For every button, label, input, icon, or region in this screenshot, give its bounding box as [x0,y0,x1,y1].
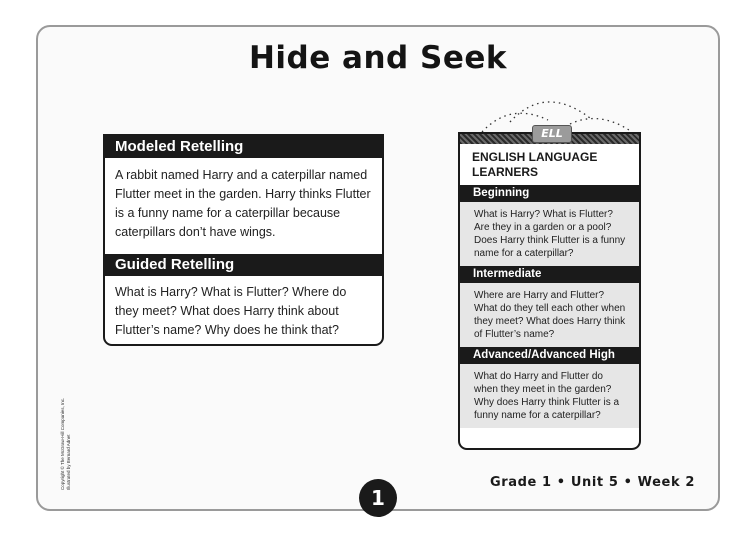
ell-advanced-text: What do Harry and Flutter do when they meet in the garden? Why does Harry think Flutter is a funny name for a caterpillar? [460,364,639,428]
modeled-retelling-text: A rabbit named Harry and a caterpillar named Flutter meet in the garden. Harry thinks Flutter is a funny name for a caterpillar because caterpillars don’t have wings. [115,168,371,239]
copyright-notice [60,398,71,490]
ell-advanced-heading: Advanced/Advanced High [460,347,639,364]
page-title: Hide and Seek [248,40,508,76]
grade-unit-week-label: Grade 1 • Unit 5 • Week 2 [489,475,695,490]
ell-beginning-heading: Beginning [460,185,639,202]
ell-beginning-text: What is Harry? What is Flutter? Are they in a garden or a pool? Does Harry think Flutter is a funny name for a caterpillar? [460,202,639,266]
copyright-line: Copyright © The McGraw-Hill Companies, Inc. [60,397,65,490]
illustrator-line: Illustrated by Bernard Adnet [65,434,71,490]
page-number-badge: 1 [359,479,397,517]
ell-intermediate-text: Where are Harry and Flutter? What do they tell each other when they meet? What does Harry think of Flutter’s name? [460,283,639,347]
retelling-box [103,134,384,346]
guided-retelling-heading: Guided Retelling [105,254,382,276]
modeled-retelling-heading: Modeled Retelling [105,136,382,158]
ell-title: ENGLISH LANGUAGE LEARNERS [472,150,598,179]
guided-retelling-text: What is Harry? What is Flutter? Where do they meet? What does Harry think about Flutter’s name? Why does he think that? [115,285,347,337]
ell-badge: ELL [532,125,572,143]
ell-box [458,132,641,450]
ell-intermediate-heading: Intermediate [460,266,639,283]
